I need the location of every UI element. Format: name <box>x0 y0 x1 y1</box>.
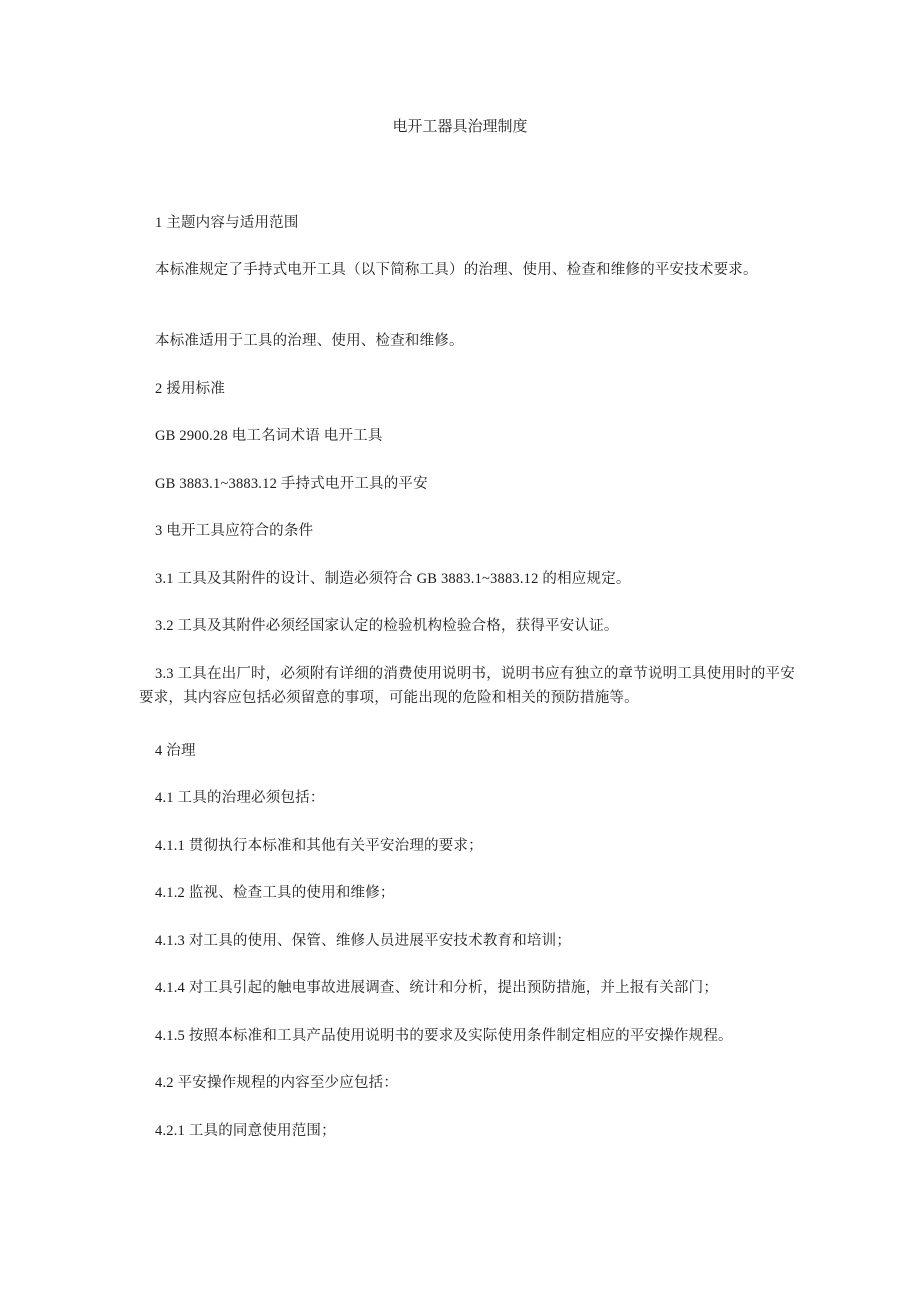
section-3-2: 3.2 工具及其附件必须经国家认定的检验机构检验合格，获得平安认证。 <box>155 618 619 634</box>
section-4-2: 4.2 平安操作规程的内容至少应包括： <box>155 1075 399 1091</box>
section-4-1-1: 4.1.1 贯彻执行本标准和其他有关平安治理的要求； <box>155 838 483 854</box>
section-2-reference-2: GB 3883.1~3883.12 手持式电开工具的平安 <box>155 476 428 492</box>
section-4-heading: 4 治理 <box>155 743 196 759</box>
section-1-paragraph-scope: 本标准规定了手持式电开工具（以下简称工具）的治理、使用、检查和维修的平安技术要求。 <box>155 262 758 278</box>
section-2-reference-1: GB 2900.28 电工名词术语 电开工具 <box>155 428 383 444</box>
section-3-1: 3.1 工具及其附件的设计、制造必须符合 GB 3883.1~3883.12 的相应规定。 <box>155 571 631 587</box>
section-4-1-2: 4.1.2 监视、检查工具的使用和维修； <box>155 885 395 901</box>
section-2-heading: 2 援用标准 <box>155 381 226 397</box>
section-1-paragraph-applicability: 本标准适用于工具的治理、使用、检查和维修。 <box>155 333 464 349</box>
section-4-1-4: 4.1.4 对工具引起的触电事故进展调查、统计和分析，提出预防措施，并上报有关部门； <box>155 980 719 996</box>
section-3-heading: 3 电开工具应符合的条件 <box>155 523 314 539</box>
section-4-2-1: 4.2.1 工具的同意使用范围； <box>155 1123 336 1139</box>
section-3-3: 3.3 工具在出厂时，必须附有详细的消费使用说明书，说明书应有独立的章节说明工具使用时的平安要求，其内容应包括必须留意的事项，可能出现的危险和相关的预防措施等。 <box>139 666 795 706</box>
section-4-1-3: 4.1.3 对工具的使用、保管、维修人员进展平安技术教育和培训； <box>155 933 572 949</box>
section-4-1: 4.1 工具的治理必须包括： <box>155 790 325 806</box>
section-1-heading: 1 主题内容与适用范围 <box>155 215 299 231</box>
section-4-1-5: 4.1.5 按照本标准和工具产品使用说明书的要求及实际使用条件制定相应的平安操作规程。 <box>155 1028 733 1044</box>
document-title: 电开工器具治理制度 <box>392 119 528 135</box>
